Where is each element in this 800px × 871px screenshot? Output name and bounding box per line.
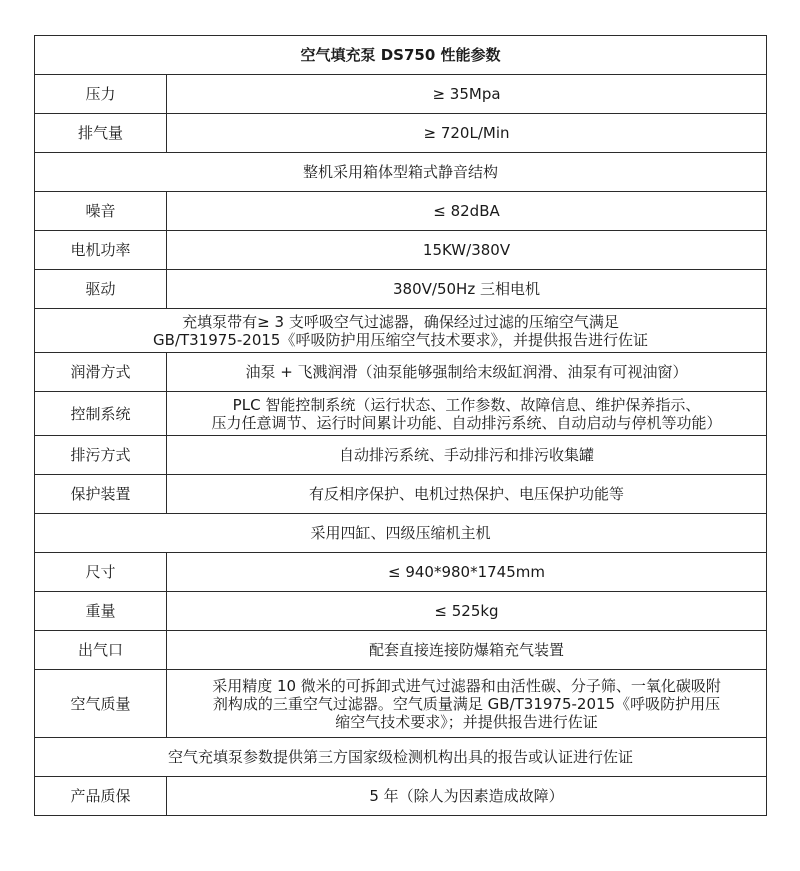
row-label: 排污方式 xyxy=(35,436,167,475)
row-full-text: 整机采用箱体型箱式静音结构 xyxy=(35,153,767,192)
row-value xyxy=(167,392,767,436)
row-label: 噪音 xyxy=(35,192,167,231)
row-value: 380V/50Hz 三相电机 xyxy=(167,270,767,309)
table-title: 空气填充泵 DS750 性能参数 xyxy=(35,36,767,75)
title-row xyxy=(35,36,767,75)
table-row-full xyxy=(35,153,767,192)
table-row-full xyxy=(35,309,767,353)
table-row xyxy=(35,670,767,738)
row-label: 润滑方式 xyxy=(35,353,167,392)
text-line: 采用精度 10 微米的可拆卸式进气过滤器和由活性碳、分子筛、一氧化碳吸附 xyxy=(212,676,721,695)
row-value: 5 年（除人为因素造成故障） xyxy=(167,777,767,816)
table-row xyxy=(35,631,767,670)
table-row xyxy=(35,592,767,631)
row-label: 空气质量 xyxy=(35,670,167,738)
row-value: 15KW/380V xyxy=(167,231,767,270)
table-row xyxy=(35,553,767,592)
row-label: 排气量 xyxy=(35,114,167,153)
table-row xyxy=(35,231,767,270)
row-value: ≤ 940*980*1745mm xyxy=(167,553,767,592)
row-full-text: 采用四缸、四级压缩机主机 xyxy=(35,514,767,553)
row-label: 压力 xyxy=(35,75,167,114)
row-value: 自动排污系统、手动排污和排污收集罐 xyxy=(167,436,767,475)
row-value: 有反相序保护、电机过热保护、电压保护功能等 xyxy=(167,475,767,514)
row-full-text: 空气充填泵参数提供第三方国家级检测机构出具的报告或认证进行佐证 xyxy=(35,738,767,777)
table-row-full xyxy=(35,514,767,553)
table-row xyxy=(35,475,767,514)
table-row xyxy=(35,777,767,816)
row-value: 配套直接连接防爆箱充气装置 xyxy=(167,631,767,670)
row-label: 尺寸 xyxy=(35,553,167,592)
text-line: PLC 智能控制系统（运行状态、工作参数、故障信息、维护保养指示、 xyxy=(232,395,701,414)
text-line: 剂构成的三重空气过滤器。空气质量满足 GB/T31975-2015《呼吸防护用压 xyxy=(212,694,721,713)
row-value: 油泵 + 飞溅润滑（油泵能够强制给末级缸润滑、油泵有可视油窗） xyxy=(167,353,767,392)
table-row xyxy=(35,436,767,475)
text-line: 缩空气技术要求》；并提供报告进行佐证 xyxy=(335,712,598,731)
text-line: 充填泵带有≥ 3 支呼吸空气过滤器，确保经过过滤的压缩空气满足 xyxy=(182,312,619,331)
table-row xyxy=(35,270,767,309)
row-label: 产品质保 xyxy=(35,777,167,816)
row-value: ≤ 525kg xyxy=(167,592,767,631)
table-row xyxy=(35,192,767,231)
row-label: 重量 xyxy=(35,592,167,631)
row-label: 驱动 xyxy=(35,270,167,309)
row-full-text xyxy=(35,309,767,353)
row-value xyxy=(167,670,767,738)
row-value: ≤ 82dBA xyxy=(167,192,767,231)
row-value: ≥ 720L/Min xyxy=(167,114,767,153)
row-label: 控制系统 xyxy=(35,392,167,436)
row-label: 保护装置 xyxy=(35,475,167,514)
row-label: 电机功率 xyxy=(35,231,167,270)
row-value: ≥ 35Mpa xyxy=(167,75,767,114)
table-row xyxy=(35,353,767,392)
table-row xyxy=(35,392,767,436)
table-row-full xyxy=(35,738,767,777)
table-row xyxy=(35,75,767,114)
text-line: GB/T31975-2015《呼吸防护用压缩空气技术要求》，并提供报告进行佐证 xyxy=(153,330,648,349)
table-row xyxy=(35,114,767,153)
text-line: 压力任意调节、运行时间累计功能、自动排污系统、自动启动与停机等功能） xyxy=(211,413,722,432)
row-label: 出气口 xyxy=(35,631,167,670)
spec-table xyxy=(34,35,767,816)
